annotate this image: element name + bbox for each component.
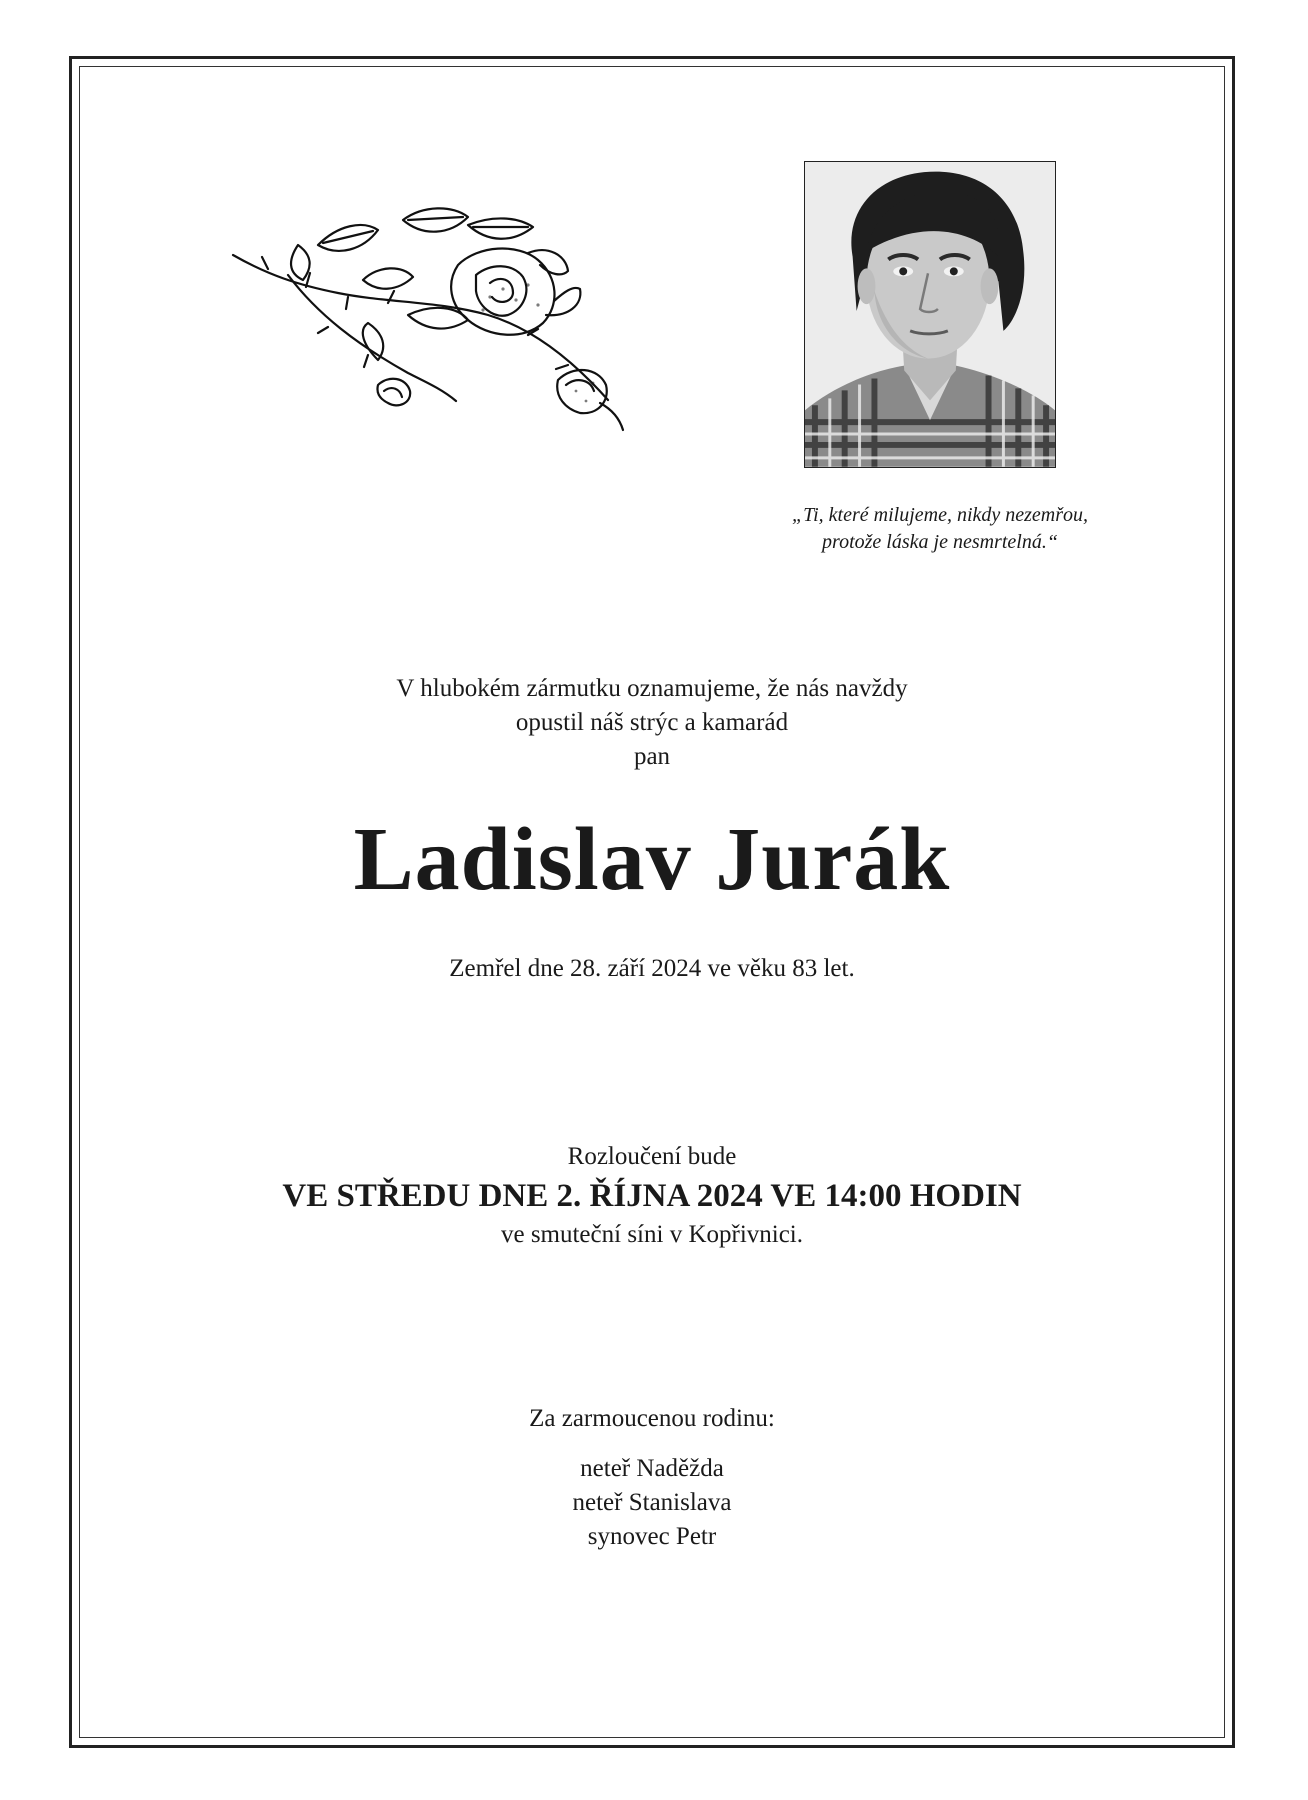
intro-line-2: opustil náš strýc a kamarád: [515, 709, 789, 736]
rose-branch-icon: [228, 205, 648, 435]
quote-line-2: protože láska je nesmrtelná.“: [822, 531, 1058, 553]
quote: [740, 502, 1140, 556]
farewell-place: ve smuteční síni v Kopřivnici.: [500, 1221, 804, 1248]
portrait-photo: [804, 161, 1056, 468]
intro-line-3: pan: [633, 743, 671, 770]
family-member: neteř Naděžda: [580, 1455, 724, 1482]
farewell-intro: Rozloučení bude: [567, 1143, 737, 1170]
death-date: Zemřel dne 28. září 2024 ve věku 83 let.: [449, 955, 855, 982]
intro-line-1: V hlubokém zármutku oznamujeme, že nás navždy: [396, 675, 908, 702]
announcement-intro: [79, 672, 1225, 774]
family-list: [79, 1452, 1225, 1554]
family-member: neteř Stanislava: [572, 1489, 732, 1516]
family-member: synovec Petr: [587, 1523, 717, 1550]
deceased-name: Ladislav Jurák: [353, 810, 951, 909]
family-title: Za zarmoucenou rodinu:: [529, 1405, 775, 1432]
farewell-date: VE STŘEDU DNE 2. ŘÍJNA 2024 VE 14:00 HODIN: [282, 1178, 1022, 1214]
quote-line-1: „Ti, které milujeme, nikdy nezemřou,: [791, 504, 1089, 526]
